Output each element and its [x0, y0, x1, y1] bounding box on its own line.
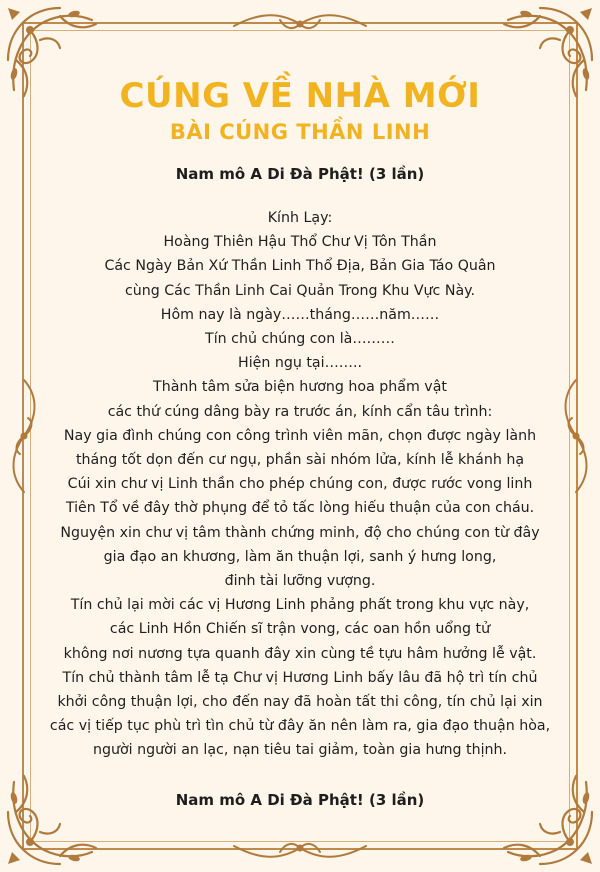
- prayer-line: Tín chủ chúng con là………: [205, 331, 395, 348]
- prayer-line: người người an lạc, nạn tiêu tai giảm, toàn gia hưng thịnh.: [92, 742, 508, 759]
- prayer-line: Tín chủ lại mời các vị Hương Linh phảng phất trong khu vực này,: [70, 597, 530, 614]
- prayer-line: Hôm nay là ngày……tháng……năm……: [160, 306, 440, 323]
- opening-invocation: Nam mô A Di Đà Phật! (3 lần): [175, 165, 425, 183]
- prayer-line: cùng Các Thần Linh Cai Quản Trong Khu Vực Này.: [124, 282, 476, 299]
- prayer-line: Hoàng Thiên Hậu Thổ Chư Vị Tôn Thần: [163, 234, 437, 251]
- prayer-line: tháng tốt dọn đến cư ngụ, phần sài nhóm lửa, kính lễ khánh hạ: [75, 452, 525, 469]
- prayer-line: Tiên Tổ về đây thờ phụng để tỏ tấc lòng hiếu thuận của con cháu.: [65, 500, 535, 517]
- prayer-line: Cúi xin chư vị Linh thần cho phép chúng con, được rước vong linh: [67, 476, 533, 493]
- prayer-line: Nay gia đình chúng con công trình viên mãn, chọn được ngày lành: [63, 427, 537, 444]
- bottom-flourish-icon: [230, 834, 370, 864]
- prayer-line: đinh tài lưỡng vượng.: [224, 573, 376, 590]
- prayer-line: Các Ngày Bản Xứ Thần Linh Thổ Địa, Bản Gia Táo Quân: [104, 258, 496, 275]
- corner-flourish-icon: [0, 752, 120, 872]
- prayer-line: khởi công thuận lợi, cho đến nay đã hoàn tất thi công, tín chủ lại xin: [57, 694, 543, 711]
- prayer-line: Kính Lạy:: [267, 210, 333, 226]
- document-title: CÚNG VỀ NHÀ MỚI: [119, 76, 481, 116]
- top-flourish-icon: [230, 8, 370, 38]
- prayer-body: [20, 206, 580, 763]
- prayer-line: Hiện ngụ tại……..: [238, 355, 362, 372]
- prayer-line: Tín chủ thành tâm lễ tạ Chư vị Hương Linh bấy lâu đã hộ trì tín chủ: [62, 669, 538, 686]
- document-subtitle: BÀI CÚNG THẦN LINH: [169, 120, 431, 144]
- closing-invocation: Nam mô A Di Đà Phật! (3 lần): [175, 791, 425, 809]
- prayer-line: các Linh Hồn Chiến sĩ trận vong, các oan hồn uổng tử: [109, 621, 491, 638]
- prayer-line: các thứ cúng dâng bày ra trước án, kính cẩn tâu trình:: [107, 403, 493, 420]
- prayer-line: các vị tiếp tục phù trì tìn chủ từ đây ăn nên làm ra, gia đạo thuận hòa,: [49, 718, 551, 735]
- prayer-line: Thành tâm sửa biện hương hoa phẩm vật: [153, 379, 447, 396]
- prayer-line: gia đạo an khương, làm ăn thuận lợi, sanh ý hưng long,: [103, 548, 497, 565]
- prayer-line: Nguyện xin chư vị tâm thành chứng minh, độ cho chúng con từ đây: [60, 524, 540, 541]
- corner-flourish-icon: [480, 752, 600, 872]
- prayer-line: không nơi nương tựa quanh đây xin cùng tề tựu hâm hưởng lễ vật.: [63, 645, 537, 662]
